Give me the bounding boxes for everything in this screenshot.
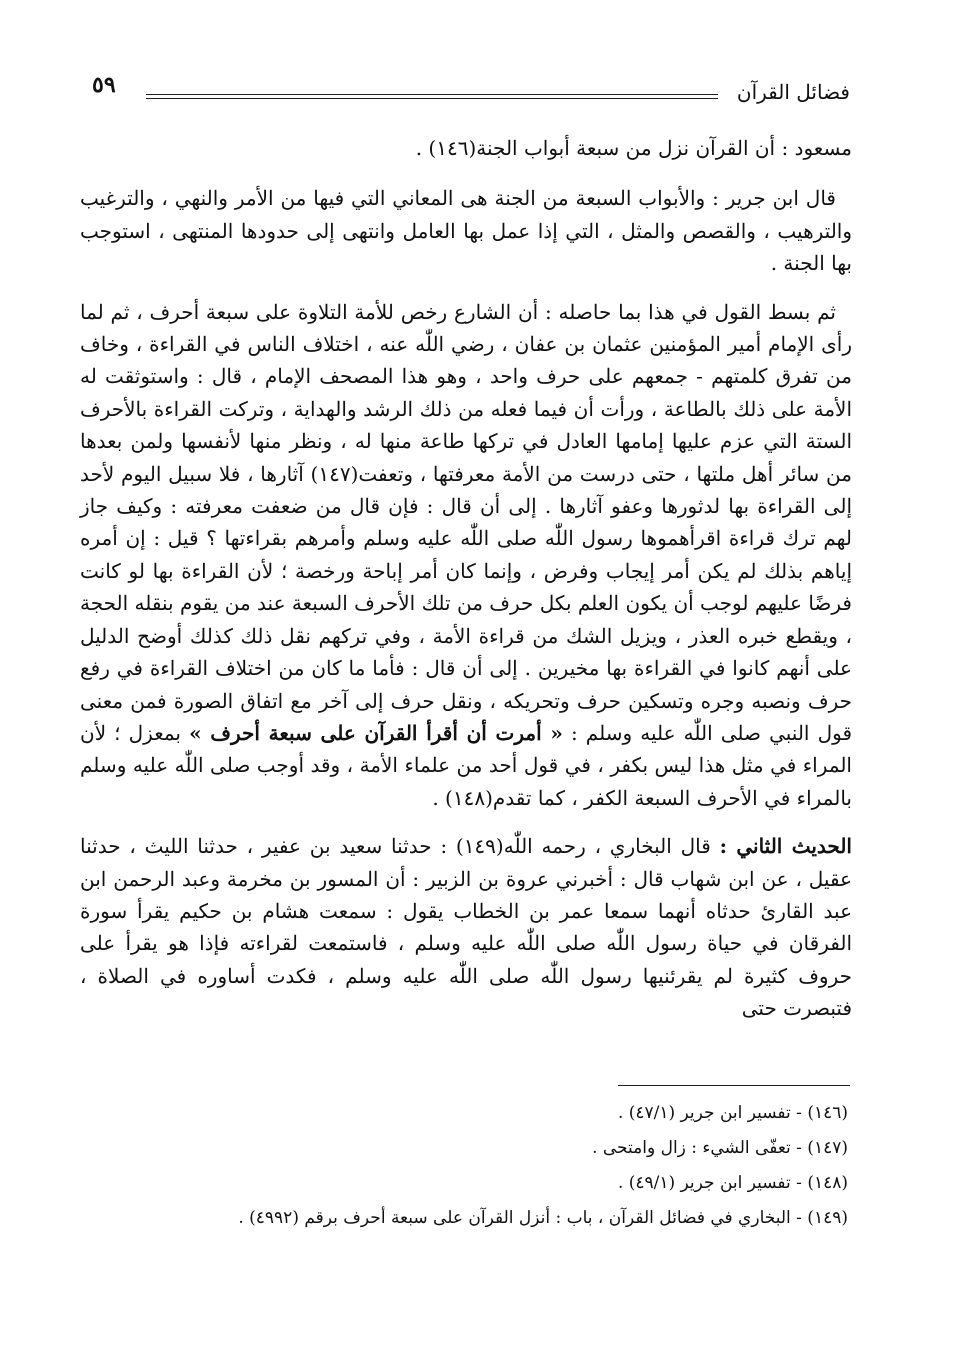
hadith-heading: الحديث الثاني : [719, 834, 852, 859]
hadith-quote: « أمرت أن أقرأ القرآن على سبعة أحرف » [189, 720, 563, 745]
footnotes [80, 1096, 848, 1236]
main-text [80, 132, 852, 1041]
footnote-149: (١٤٩) - البخاري في فضائل القرآن ، باب : أنزل القرآن على سبعة أحرف برقم (٤٩٩٢) . [238, 1208, 848, 1228]
paragraph-2: قال ابن جرير : والأبواب السبعة من الجنة هى المعاني التي فيها من الأمر والنهي ، والترغيب والترهيب ، والقصص والمثل ، التي إذا عمل بها العامل وانتهى إلى حدودها المنتهى ، استوجب بها الجنة . [80, 186, 852, 276]
header-rule [146, 94, 718, 95]
footnote-146: (١٤٦) - تفسير ابن جرير (٤٧/١) . [617, 1103, 848, 1123]
paragraph-4-body: قال البخاري ، رحمه اللّٰه(١٤٩) : حدثنا سعيد بن عفير ، حدثنا الليث ، حدثنا عقيل ، عن ابن شهاب قال : أخبرني عروة بن الزبير : أن المسور بن مخرمة وعبد الرحمن ابن عبد القارئ حدثاه أنهما سمعا عمر بن الخطاب يقول : سمعت هشام بن حكيم يقرأ سورة الفرقان في حياة رسول اللّٰه صلى اللّٰه عليه وسلم ، فاستمعت لقراءته فإذا هو يقرأ على حروف كثيرة لم يقرئنيها رسول اللّٰه صلى اللّٰه عليه وسلم ، فكدت أساوره في الصلاة ، فتبصرت حتى [80, 834, 852, 1021]
footnote-148: (١٤٨) - تفسير ابن جرير (٤٩/١) . [617, 1173, 848, 1193]
running-title: فضائل القرآن [736, 80, 850, 104]
paragraph-3-body: ثم بسط القول في هذا بما حاصله : أن الشارع رخص للأمة التلاوة على سبعة أحرف ، ثم لما رأى الإمام أمير المؤمنين عثمان بن عفان ، رضي اللّٰه عنه ، اختلاف الناس في القراءة ، وخاف من تفرق كلمتهم - جمعهم على حرف واحد ، وهو هذا المصحف الإمام ، قال : واستوثقت له الأمة على ذلك بالطاعة ، ورأت أن فيما فعله من ذلك الرشد والهداية ، وتركت القراءة بالأحرف الستة التي عزم عليها إمامها العادل في تركها طاعة منها له ، ونظر منها لأنفسها ولمن بعدها من سائر أهل ملتها ، حتى درست من الأمة معرفتها ، وتعفت(١٤٧) آثارها ، فلا سبيل اليوم لأحد إلى القراءة بها لدثورها وعفو آثارها . إلى أن قال : فإن قال من ضعفت معرفته : وكيف جاز لهم ترك قراءة اقرأهموها رسول اللّٰه صلى اللّٰه عليه وسلم وأمرهم بقراءتها ؟ قيل : إن أمره إياهم بذلك لم يكن أمر إيجاب وفرض ، وإنما كان أمر إباحة ورخصة ؛ لأن القراءة بها لو كانت فرضًا عليهم لوجب أن يكون العلم بكل حرف من تلك الأحرف السبعة عند من يقوم بنقله الحجة ، ويقطع خبره العذر ، ويزيل الشك من قراءة الأمة ، وفي تركهم نقل ذلك كذلك أوضح الدليل على أنهم كانوا في القراءة بها مخيرين . إلى أن قال : فأما ما كان من اختلاف القراءة في رفع حرف ونصبه وجره وتسكين حرف وتحريكه ، ونقل حرف إلى آخر مع اتفاق الصورة فمن معنى قول النبي صلى اللّٰه عليه وسلم : [80, 299, 852, 745]
paragraph-4 [80, 830, 852, 1024]
paragraph-1: مسعود : أن القرآن نزل من سبعة أبواب الجنة(١٤٦) . [415, 136, 852, 160]
footnote-147: (١٤٧) - تعفّى الشيء : زال وامتحى . [592, 1138, 848, 1158]
page-number: ٥٩ [92, 72, 116, 98]
paragraph-3-tail: بمعزل ؛ لأن المراء في مثل هذا ليس بكفر ، في قول أحد من علماء الأمة ، وقد أوجب صلى اللّٰه عليه وسلم بالمراء في الأحرف السبعة الكفر ، كما تقدم(١٤٨) . [80, 720, 852, 810]
footnote-rule [618, 1085, 850, 1086]
page-header [84, 70, 850, 110]
header-rule-secondary [146, 98, 718, 99]
paragraph-3 [80, 296, 852, 815]
